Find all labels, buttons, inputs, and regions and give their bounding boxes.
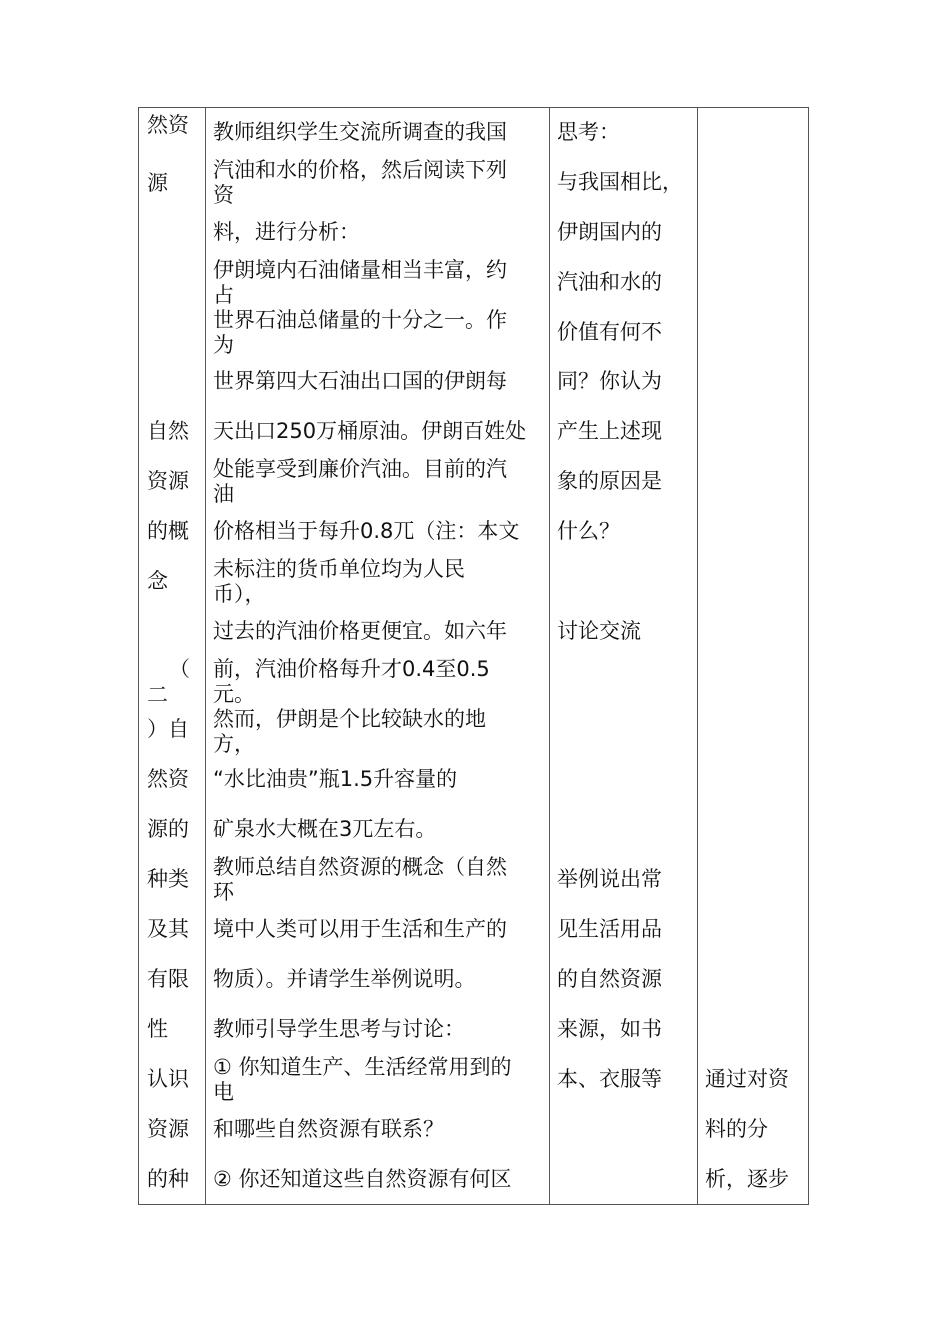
col1-line: （ (169, 657, 190, 681)
col3-line: 伊朗国内的 (557, 220, 662, 244)
col3-line: 来源，如书 (557, 1017, 662, 1041)
col2-line: 世界第四大石油出口国的伊朗每 (213, 369, 507, 393)
col2-line: 伊朗境内石油储量相当丰富，约 (213, 258, 507, 282)
col3-line: 的自然资源 (557, 967, 662, 991)
col2-line: 过去的汽油价格更便宜。如六年 (213, 619, 507, 643)
col1-line: 有限 (147, 967, 189, 991)
col2-line: 世界石油总储量的十分之一。作 (213, 308, 507, 332)
col2-line: 教师组织学生交流所调查的我国 (213, 120, 507, 144)
col1-line: 二 (147, 683, 168, 707)
column-divider-2 (549, 108, 550, 1204)
col2-line: 和哪些自然资源有联系？ (213, 1117, 444, 1141)
col3-line: 什么？ (557, 519, 620, 543)
col2-line: 资 (213, 183, 234, 207)
col3-line: 思考： (557, 120, 620, 144)
col1-line: 资源 (147, 469, 189, 493)
column-divider-3 (697, 108, 698, 1204)
col1-line: 然资 (147, 113, 189, 137)
col1-line: 资源 (147, 1117, 189, 1141)
col1-line: 念 (147, 569, 168, 593)
col3-line: 产生上述现 (557, 419, 662, 443)
col3-line: 与我国相比， (557, 170, 683, 194)
col2-line: ② 你还知道这些自然资源有何区 (213, 1167, 512, 1191)
col2-line: 前，汽油价格每升才0.4至0.5 (213, 657, 490, 681)
col2-line: 汽油和水的价格，然后阅读下列 (213, 158, 507, 182)
col2-line: 环 (213, 880, 234, 904)
col1-line: 及其 (147, 917, 189, 941)
col3-line: 汽油和水的 (557, 270, 662, 294)
col2-line: 矿泉水大概在3兀左右。 (213, 817, 437, 841)
col2-line: 处能享受到廉价汽油。目前的汽 (213, 457, 507, 481)
col2-line: 物质）。并请学生举例说明。 (213, 967, 476, 991)
col2-line: 教师总结自然资源的概念（自然 (213, 855, 507, 879)
col3-line: 价值有何不 (557, 320, 662, 344)
col2-line: 价格相当于每升0.8兀（注：本文 (213, 519, 520, 543)
col1-line: 性 (147, 1017, 168, 1041)
col2-line: 方， (213, 732, 255, 756)
col2-line: ① 你知道生产、生活经常用到的 (213, 1055, 512, 1079)
col2-line: 然而，伊朗是个比较缺水的地 (213, 707, 486, 731)
col1-line: 源 (147, 171, 168, 195)
col4-line: 析，逐步 (705, 1167, 789, 1191)
col2-line: 境中人类可以用于生活和生产的 (213, 917, 507, 941)
col1-line: 源的 (147, 817, 189, 841)
col3-line: 象的原因是 (557, 469, 662, 493)
col1-line: 自然 (147, 419, 189, 443)
col2-line: 占 (213, 283, 234, 307)
lesson-table (138, 107, 809, 1205)
col1-line: 的种 (147, 1167, 189, 1191)
col3-line: 本、衣服等 (557, 1067, 662, 1091)
col1-line: 种类 (147, 867, 189, 891)
col2-line: 元。 (213, 682, 255, 706)
col4-line: 料的分 (705, 1117, 768, 1141)
col3-line: 同？你认为 (557, 369, 662, 393)
col1-line: ）自 (147, 717, 189, 741)
col2-line: 为 (213, 333, 234, 357)
col2-line: 教师引导学生思考与讨论： (213, 1017, 465, 1041)
col3-line: 讨论交流 (557, 619, 641, 643)
column-divider-1 (205, 108, 206, 1204)
col2-line: “水比油贵”瓶1.5升容量的 (213, 767, 458, 791)
col3-line: 见生活用品 (557, 917, 662, 941)
col2-line: 天出口250万桶原油。伊朗百姓处 (213, 419, 527, 443)
col4-line: 通过对资 (705, 1067, 789, 1091)
col2-line: 油 (213, 482, 234, 506)
col1-line: 认识 (147, 1067, 189, 1091)
col1-line: 然资 (147, 767, 189, 791)
col2-line: 电 (213, 1080, 234, 1104)
col2-line: 币）， (213, 582, 266, 606)
col2-line: 未标注的货币单位均为人民 (213, 557, 465, 581)
col2-line: 料，进行分析： (213, 220, 360, 244)
col3-line: 举例说出常 (557, 867, 662, 891)
col1-line: 的概 (147, 519, 189, 543)
